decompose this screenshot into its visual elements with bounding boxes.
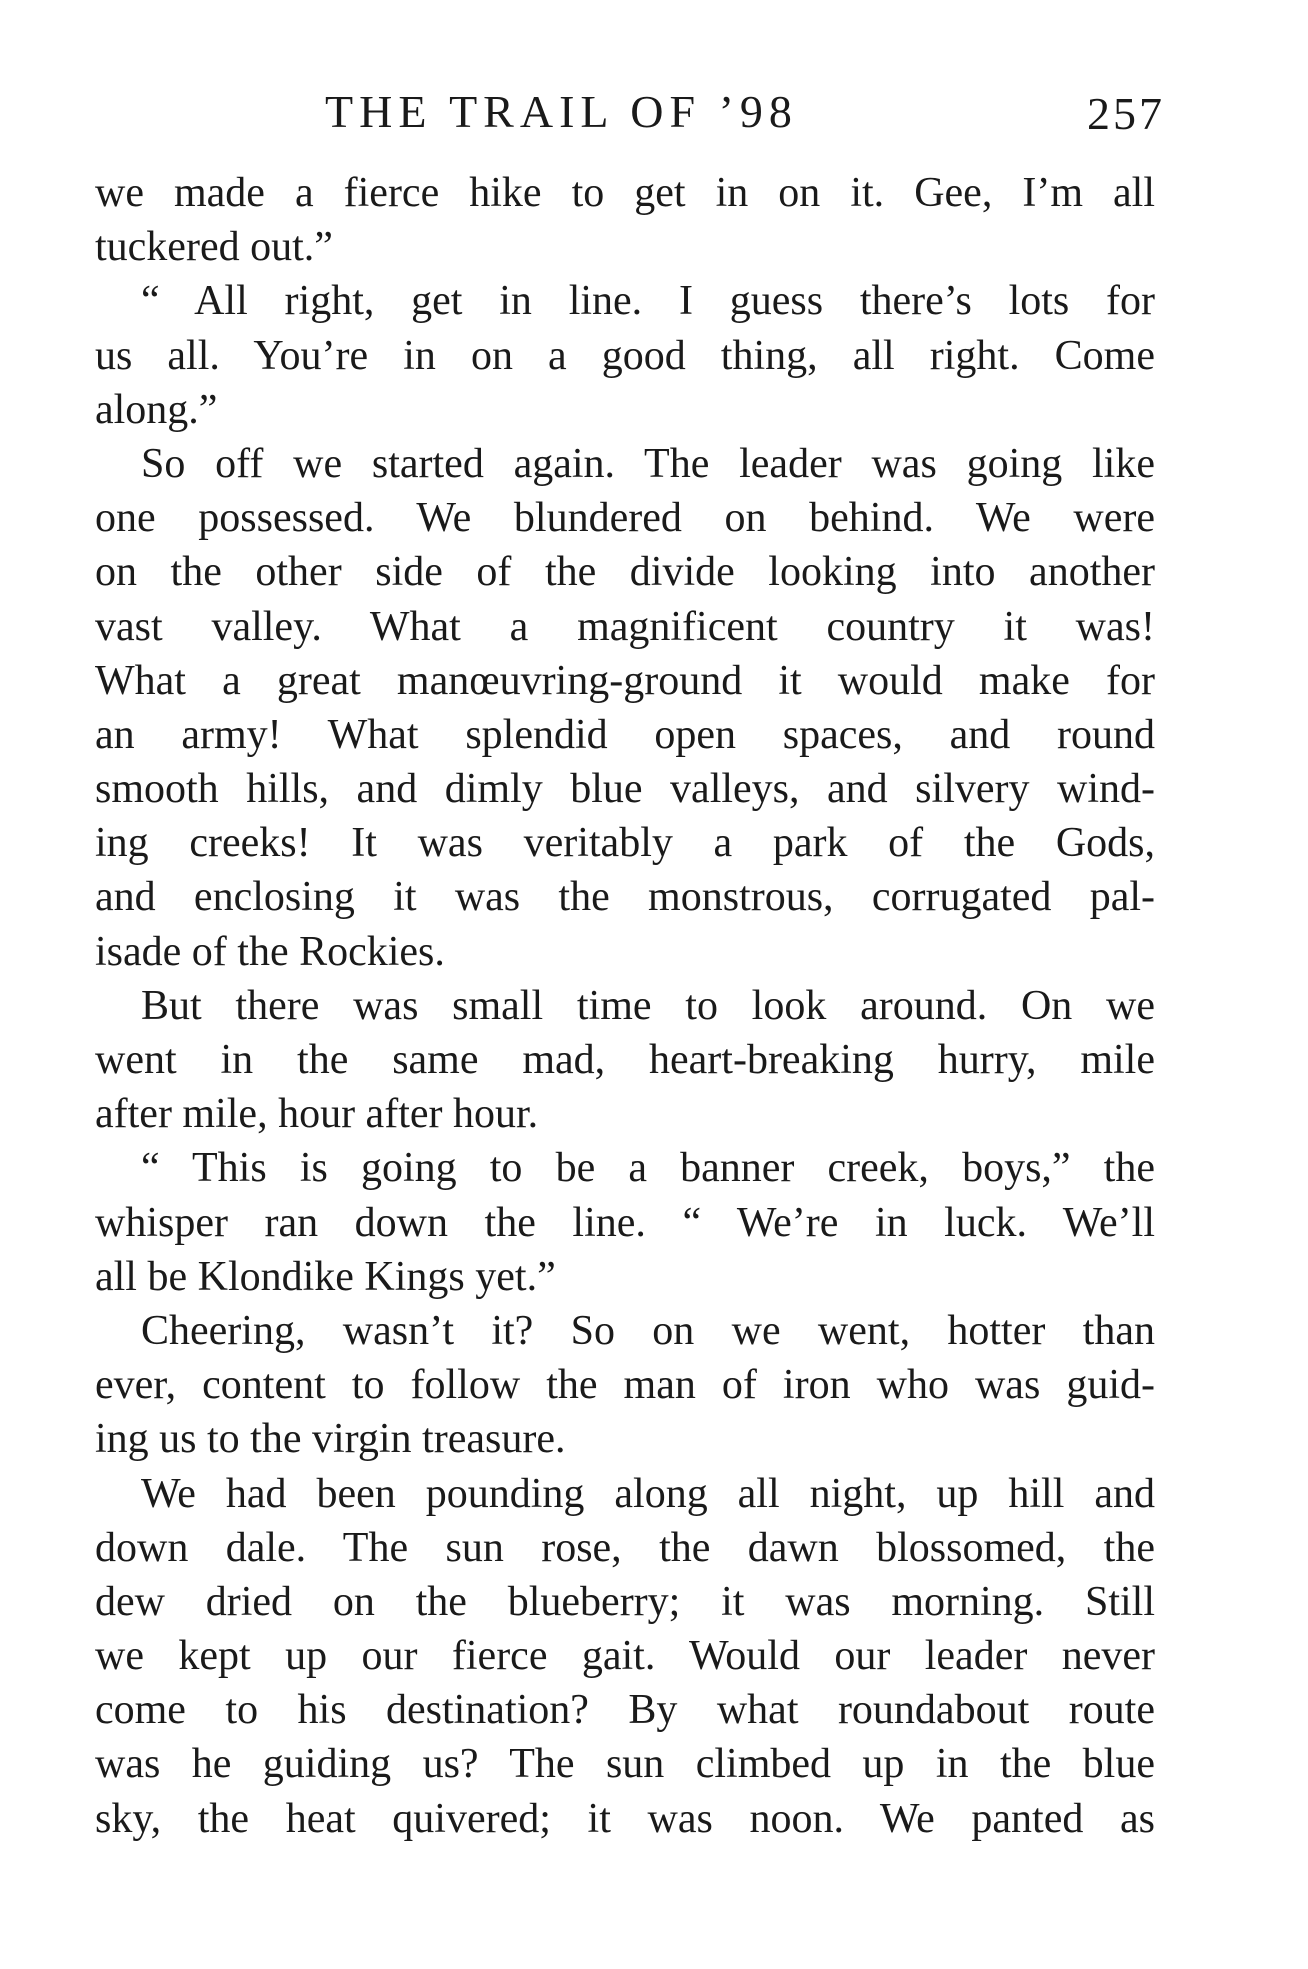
running-title: THE TRAIL OF ’98 bbox=[325, 86, 798, 137]
text-line: We had been pounding along all night, up hill and bbox=[141, 1470, 1155, 1517]
text-line: after mile, hour after hour. bbox=[95, 1091, 539, 1138]
text-line: down dale. The sun rose, the dawn blossomed, the bbox=[95, 1524, 1155, 1571]
text-line: on the other side of the divide looking into another bbox=[95, 549, 1155, 596]
text-line: all be Klondike Kings yet.” bbox=[95, 1253, 556, 1300]
page-number: 257 bbox=[1087, 88, 1165, 139]
text-line: “ This is going to be a banner creek, boys,” the bbox=[141, 1145, 1155, 1192]
text-line: us all. You’re in on a good thing, all right. Come bbox=[95, 332, 1155, 379]
text-line: an army! What splendid open spaces, and round bbox=[95, 711, 1155, 758]
text-line: But there was small time to look around. On we bbox=[141, 982, 1155, 1029]
text-line: was he guiding us? The sun climbed up in the blue bbox=[95, 1741, 1155, 1788]
text-line: whisper ran down the line. “ We’re in luck. We’ll bbox=[95, 1199, 1155, 1246]
text-line: tuckered out.” bbox=[95, 224, 333, 271]
text-line: Cheering, wasn’t it? So on we went, hotter than bbox=[141, 1307, 1155, 1354]
text-line: we made a fierce hike to get in on it. Gee, I’m all bbox=[95, 170, 1155, 216]
body-text bbox=[95, 166, 1155, 1846]
text-line: one possessed. We blundered on behind. We were bbox=[95, 495, 1155, 542]
text-line: isade of the Rockies. bbox=[95, 928, 445, 975]
text-line: “ All right, get in line. I guess there’s lots for bbox=[141, 278, 1155, 325]
text-line: ing us to the virgin treasure. bbox=[95, 1416, 566, 1463]
text-line: went in the same mad, heart-breaking hurry, mile bbox=[95, 1037, 1155, 1083]
text-line: we kept up our fierce gait. Would our leader never bbox=[95, 1633, 1155, 1680]
text-line: along.” bbox=[95, 386, 218, 433]
text-line: What a great manœuvring-ground it would make for bbox=[95, 657, 1155, 704]
running-head bbox=[95, 82, 1165, 142]
text-line: So off we started again. The leader was going like bbox=[141, 440, 1155, 487]
text-line: ing creeks! It was veritably a park of the Gods, bbox=[95, 820, 1155, 867]
text-line: come to his destination? By what roundabout route bbox=[95, 1687, 1155, 1734]
text-line: smooth hills, and dimly blue valleys, and silvery wind- bbox=[95, 766, 1155, 813]
text-line: and enclosing it was the monstrous, corrugated pal- bbox=[95, 874, 1155, 921]
text-line: dew dried on the blueberry; it was morning. Still bbox=[95, 1578, 1155, 1625]
text-line: vast valley. What a magnificent country it was! bbox=[95, 603, 1155, 650]
text-line: ever, content to follow the man of iron who was guid- bbox=[95, 1362, 1155, 1409]
text-line: sky, the heat quivered; it was noon. We panted as bbox=[95, 1795, 1155, 1842]
